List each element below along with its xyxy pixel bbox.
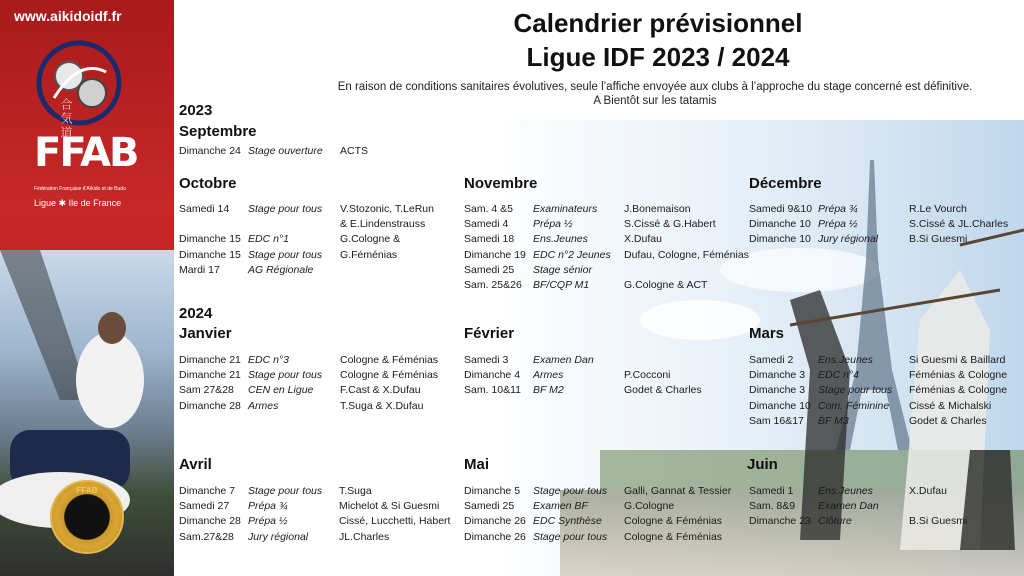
event-4: Stage sénior xyxy=(533,263,592,276)
sanitary-notice xyxy=(300,80,1010,108)
day-0: Samedi 3 xyxy=(464,354,509,366)
event-1: Examen Dan xyxy=(818,500,879,513)
month-avril: Avril xyxy=(179,456,212,473)
day-4: Mardi 17 xyxy=(179,263,220,276)
month-days xyxy=(464,353,521,399)
month-septembre: Septembre xyxy=(179,123,257,140)
people-2: G.Cologne & xyxy=(340,233,401,246)
month-days xyxy=(749,202,812,248)
people-1: Cologne & Féménias xyxy=(340,369,439,382)
day-2: Dimanche 26 xyxy=(464,515,526,528)
month-events xyxy=(248,144,323,159)
day-4: Sam 16&17 xyxy=(749,414,804,427)
event-2: Stage pour tous xyxy=(818,384,893,397)
title-line-1: Calendrier prévisionnel xyxy=(513,8,803,38)
people-2: F.Cast & X.Dufau xyxy=(340,384,421,397)
people-3: G.Féménias xyxy=(340,248,398,261)
month-fevrier: Février xyxy=(464,325,515,342)
event-1: EDC n°4 xyxy=(818,369,859,382)
day-3: Dimanche 15 xyxy=(179,248,241,261)
people-2: Cissé, Lucchetti, Habert xyxy=(339,515,451,528)
month-events xyxy=(533,484,607,545)
people-3: T.Suga & X.Dufau xyxy=(340,399,424,412)
month-people xyxy=(909,202,1008,248)
day-2: Sam. 10&11 xyxy=(464,384,522,397)
people-0 xyxy=(624,353,702,368)
day-1: Samedi 25 xyxy=(464,500,515,513)
day-3: Dimanche 10 xyxy=(749,399,811,412)
day-2: Dimanche 10 xyxy=(749,233,811,246)
day-1: Sam. 8&9 xyxy=(749,500,796,513)
day-2: Dimanche 3 xyxy=(749,384,806,397)
month-mars: Mars xyxy=(749,325,785,342)
month-decembre: Décembre xyxy=(749,175,822,192)
day-2: Dimanche 28 xyxy=(179,515,241,528)
website-url[interactable]: www.aikidoidf.fr xyxy=(14,8,122,24)
people-0: R.Le Vourch xyxy=(909,203,967,215)
people-0: T.Suga xyxy=(339,485,372,497)
event-3: Armes xyxy=(248,399,279,412)
people-3: Cissé & Michalski xyxy=(909,399,992,412)
month-juin: Juin xyxy=(747,456,778,473)
event-0: Stage pour tous xyxy=(248,485,323,497)
medal-label: FFAB xyxy=(76,486,98,495)
month-days xyxy=(749,353,811,429)
day-1: Dimanche 21 xyxy=(179,369,241,382)
people-4 xyxy=(624,263,749,278)
people-1: G.Cologne xyxy=(624,500,675,513)
day-4: Samedi 25 xyxy=(464,263,515,276)
people-1: P.Cocconi xyxy=(624,369,671,382)
month-events xyxy=(818,353,892,429)
month-people xyxy=(624,202,749,293)
month-events xyxy=(248,484,322,545)
people-0: Cologne & Féménias xyxy=(340,354,439,366)
people-2: B.Si Guesmi xyxy=(909,233,968,246)
month-octobre: Octobre xyxy=(179,175,237,192)
event-0: Stage pour tous xyxy=(533,485,608,497)
month-people xyxy=(339,484,450,545)
people-3: JL.Charles xyxy=(339,530,390,543)
month-events xyxy=(818,202,878,248)
event-0: Ens.Jeunes xyxy=(818,485,873,497)
ffab-logo-text: FFAB xyxy=(34,130,138,176)
month-days xyxy=(179,484,241,545)
day-0: Dimanche 21 xyxy=(179,354,241,366)
day-0: Dimanche 5 xyxy=(464,485,521,497)
event-0: Stage pour tous xyxy=(248,203,323,215)
month-people xyxy=(340,353,438,414)
month-people xyxy=(909,353,1007,429)
people-5: G.Cologne & ACT xyxy=(624,279,708,292)
day-1: Dimanche 4 xyxy=(464,369,521,382)
event-2: BF M2 xyxy=(533,384,564,397)
event-2: Jury régional xyxy=(818,233,879,246)
event-2: Clôture xyxy=(818,515,852,528)
event-1: Armes xyxy=(533,369,564,382)
event-3: Com. Féminine xyxy=(818,399,890,412)
month-people xyxy=(909,484,967,530)
event-2: EDC n°1 xyxy=(248,233,289,246)
month-mai: Mai xyxy=(464,456,490,473)
month-events xyxy=(818,484,879,530)
month-people xyxy=(340,202,434,263)
day-2: Dimanche 23 xyxy=(749,515,811,528)
month-people xyxy=(624,353,702,399)
day-2: Dimanche 15 xyxy=(179,233,241,246)
people-0: Galli, Gannat & Tessier xyxy=(624,485,732,497)
aikido-kanji: 合気道 xyxy=(59,98,73,140)
event-3: Jury régional xyxy=(248,530,309,543)
day-3: Sam.27&28 xyxy=(179,530,234,543)
people-0: J.Bonemaison xyxy=(624,203,691,215)
people-1: S.Cissé & G.Habert xyxy=(624,218,716,231)
people-2: Féménias & Cologne xyxy=(909,384,1008,397)
notice-line-1: En raison de conditions sanitaires évolutives, seule l’affiche envoyée aux clubs à l’approche du stage concerné est définitive. xyxy=(337,81,973,93)
day-1 xyxy=(179,217,241,232)
page-title xyxy=(380,6,936,74)
people-1: Michelot & Si Guesmi xyxy=(339,500,440,513)
month-days xyxy=(179,353,241,414)
aikido-swirl-logo-icon xyxy=(34,38,124,128)
year-2024: 2024 xyxy=(179,305,213,322)
event-1: Prépa ½ xyxy=(818,218,858,231)
event-1: Prépa ½ xyxy=(533,218,573,231)
year-2023: 2023 xyxy=(179,102,213,119)
event-3: Stage pour tous xyxy=(248,248,323,261)
day-0: Samedi 1 xyxy=(749,485,794,497)
month-days xyxy=(749,484,811,530)
day-5: Sam. 25&26 xyxy=(464,279,522,292)
people-0: Si Guesmi & Baillard xyxy=(909,354,1006,366)
day-0: Sam. 4 &5 xyxy=(464,203,514,215)
title-line-2: Ligue IDF 2023 / 2024 xyxy=(526,42,790,72)
event-0: Examinateurs xyxy=(533,203,598,215)
day-1: Samedi 27 xyxy=(179,500,230,513)
ligue-label: Ligue ✱ Ile de France xyxy=(34,198,122,208)
event-3: Stage pour tous xyxy=(533,530,608,543)
month-events xyxy=(533,353,594,399)
month-days xyxy=(464,484,526,545)
day-1: Samedi 4 xyxy=(464,218,509,231)
month-events xyxy=(533,202,611,293)
people-0: ACTS xyxy=(340,145,369,157)
event-0: EDC n°3 xyxy=(248,354,289,366)
event-0: Prépa ¾ xyxy=(818,203,858,215)
people-2: Cologne & Féménias xyxy=(624,515,723,528)
month-people xyxy=(340,144,368,159)
notice-line-2: A Bientôt sur les tatamis xyxy=(593,95,717,107)
month-people xyxy=(624,484,731,545)
month-events xyxy=(248,353,322,414)
event-2: EDC Synthèse xyxy=(533,515,602,528)
event-1: Prépa ¾ xyxy=(248,500,288,513)
event-0: Ens.Jeunes xyxy=(818,354,873,366)
people-3: Cologne & Féménias xyxy=(624,530,723,543)
event-0: Stage ouverture xyxy=(248,145,323,157)
month-days xyxy=(464,202,526,293)
month-days xyxy=(179,202,241,278)
people-4: Godet & Charles xyxy=(909,414,987,427)
people-0: V.Stozonic, T.LeRun xyxy=(340,203,434,215)
month-janvier: Janvier xyxy=(179,325,232,342)
event-1 xyxy=(248,217,322,232)
event-4: BF M3 xyxy=(818,414,849,427)
people-2: Godet & Charles xyxy=(624,384,702,397)
day-0: Samedi 9&10 xyxy=(749,203,813,215)
day-3: Dimanche 19 xyxy=(464,248,526,261)
day-3: Dimanche 28 xyxy=(179,399,241,412)
event-2: CEN en Ligue xyxy=(248,384,314,397)
event-2: Ens.Jeunes xyxy=(533,233,588,246)
event-1: Stage pour tous xyxy=(248,369,323,382)
people-0: X.Dufau xyxy=(909,485,947,497)
event-0: Examen Dan xyxy=(533,354,594,366)
day-2: Samedi 18 xyxy=(464,233,515,246)
day-1: Dimanche 3 xyxy=(749,369,806,382)
event-1: Examen BF xyxy=(533,500,588,513)
people-1 xyxy=(909,499,967,514)
event-3: EDC n°2 Jeunes xyxy=(533,248,611,261)
month-days xyxy=(179,144,241,159)
month-events xyxy=(248,202,322,278)
event-2: Prépa ½ xyxy=(248,515,288,528)
day-2: Sam 27&28 xyxy=(179,384,234,397)
people-2: X.Dufau xyxy=(624,233,662,246)
event-4: AG Régionale xyxy=(248,263,314,276)
people-2: B.Si Guesmi xyxy=(909,515,968,528)
day-3: Dimanche 26 xyxy=(464,530,526,543)
day-0: Dimanche 24 xyxy=(179,145,241,157)
day-0: Samedi 14 xyxy=(179,203,230,215)
people-3: Dufau, Cologne, Féménias xyxy=(624,248,749,261)
people-1: S.Cissé & JL.Charles xyxy=(909,218,1009,231)
federation-name: Fédération Française d'Aïkido et de Budo xyxy=(34,186,126,192)
people-1: & E.Lindenstrauss xyxy=(340,218,426,231)
day-0: Dimanche 7 xyxy=(179,485,236,497)
people-1: Féménias & Cologne xyxy=(909,369,1008,382)
month-novembre: Novembre xyxy=(464,175,538,192)
day-0: Samedi 2 xyxy=(749,354,794,366)
day-1: Dimanche 10 xyxy=(749,218,811,231)
left-banner xyxy=(0,0,174,576)
event-5: BF/CQP M1 xyxy=(533,279,590,292)
